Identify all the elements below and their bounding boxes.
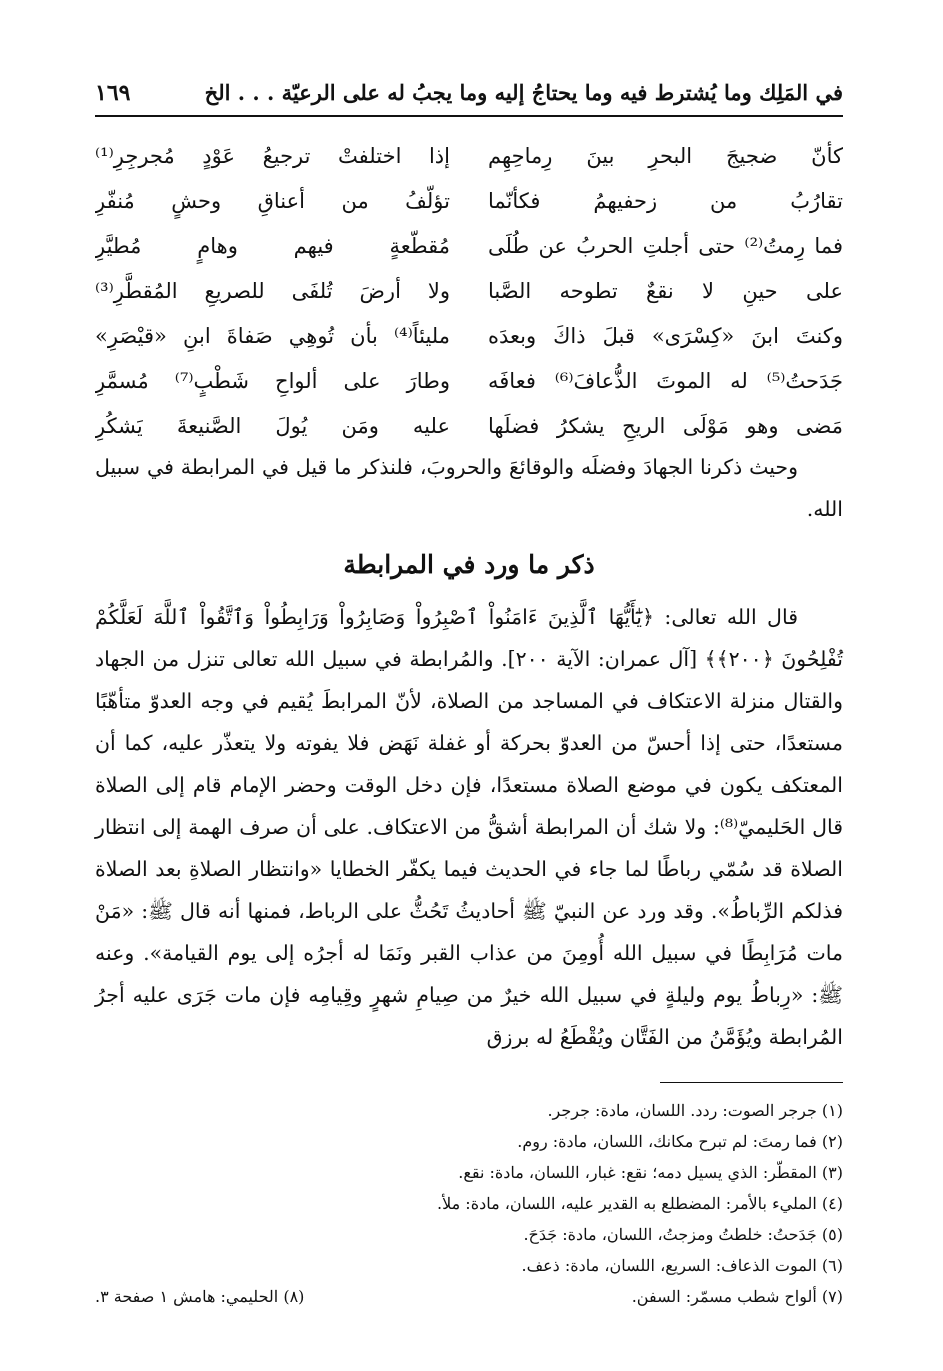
poem — [95, 135, 843, 450]
verse-second-hemistich: وطارَ على ألواحِ شَطْبٍ⁽⁷⁾ مُسمَّرِ — [95, 369, 450, 393]
verse-first-hemistich: على حينِ لا نقعٌ تطوحه الصَّبا — [488, 279, 843, 303]
footnote-4: (٤) المليء بالأمر: المضطلع به القدير عليه، اللسان، مادة: ملأ. — [437, 1194, 843, 1213]
footnote-2: (٢) فما رمتَ: لم تبرح مكانك، اللسان، مادة: روم. — [517, 1132, 843, 1151]
verse-first-hemistich: كأنّ ضجيجَ البحرِ بينَ رِماحِهِم — [488, 144, 843, 168]
verse-first-hemistich: وكنتَ ابنَ «كِسْرَى» قبلَ ذاكَ وبعدَه — [488, 324, 843, 348]
verse — [95, 315, 843, 360]
footnote-7: (٧) ألواح شطب مسمّر: السفن. — [631, 1287, 843, 1306]
section-title: ذكر ما ورد في المرابطة — [343, 550, 595, 579]
footnote-8: (٨) الحليمي: هامش ١ صفحة ٣. — [95, 1287, 305, 1306]
verse — [95, 135, 843, 180]
footnote-rule — [660, 1082, 843, 1083]
verse — [95, 180, 843, 225]
main-paragraph: قال الله تعالى: ﴿يَٰٓأَيُّهَا ٱلَّذِينَ ءَامَنُواْ ٱصْبِرُواْ وَصَابِرُواْ وَرَابِطُواْ وَٱتَّقُواْ ٱللَّهَ لَعَلَّكُمْ تُفْلِحُونَ ﴿٢٠٠﴾﴾ [آل عمران: الآية ٢٠٠]. والمُرابطة في سبيل الله تعالى تنزل من الجهاد والقتال منزلة الاعتكاف في المساجد من الصلاة، لأنّ المرابطَ يُقيم في وجه العدوّ متأهّبًا مستعدًا، حتى إذا أحسّ من العدوّ بحركة أو غفلة نَهَض فلا يفوته ولا يتعذّر عليه، كما أن المعتكف يكون في موضع الصلاة مستعدًا، فإن دخل الوقت وحضر الإمام قام إلى الصلاة قال الحَليميّ⁽⁸⁾: ولا شك أن المرابطة أشقُّ من الاعتكاف. على أن صرف الهمة إلى انتظار الصلاة قد سُمّي رباطًا لما جاء في الحديث فيما يكفّر الخطايا «وانتظار الصلاةِ بعد الصلاة فذلكم الرِّباطُ». وقد ورد عن النبيّ ﷺ أحاديثُ تَحُثُّ على الرباط، فمنها أنه قال ﷺ: «مَنْ مات مُرَابِطًا في سبيل الله أُومِنَ من عذاب القبر ونَمَا له أجرُه إلى يوم القيامة». وعنه ﷺ: «رِباطُ يوم وليلةٍ في سبيل الله خيرٌ من صِيامِ شهرٍ وقِيامِه فإن مات جَرَى عليه أجرُ المُرابطة ويُؤَمَّنُ من الفَتَّان ويُقْطَعُ له برزق — [95, 605, 844, 1049]
verse — [95, 405, 843, 450]
running-header — [95, 80, 843, 110]
verse-first-hemistich: مَضى وهو مَوْلَى الريحِ يشكرُ فضلَها — [488, 414, 843, 438]
header-title: في المَلِك وما يُشترط فيه وما يحتاجُ إليه وما يجبُ له على الرعيّة . . . الخ — [204, 80, 843, 105]
footnote-1: (١) جرجر الصوت: ردد. اللسان، مادة: جرجر. — [547, 1101, 843, 1120]
verse-first-hemistich: جَدَحتُ⁽⁵⁾ له الموتَ الذُّعافَ⁽⁶⁾ فعافَه — [488, 369, 843, 393]
verse-second-hemistich: إذا اختلفتْ ترجيعُ عَوْدٍ مُجرجِرِ⁽¹⁾ — [95, 144, 450, 168]
verse — [95, 270, 843, 315]
footnote-6: (٦) الموت الذعاف: السريع، اللسان، مادة: ذعف. — [521, 1256, 843, 1275]
footnotes — [95, 1095, 843, 1312]
verse — [95, 225, 843, 270]
verse-first-hemistich: فما رِمتُ⁽²⁾ حتى أجلتِ الحربُ عن طُلَى — [488, 234, 843, 258]
footnote-row-last — [95, 1281, 843, 1312]
header-rule — [95, 115, 843, 117]
footnote-3: (٣) المقطّر: الذي يسيل دمه؛ نقع: غبار، اللسان، مادة: نقع. — [458, 1163, 843, 1182]
verse-second-hemistich: عليه ومَن يُولَ الصَّنيعةَ يَشكُرِ — [95, 414, 450, 438]
verse-second-hemistich: مُقطّعةٍ فيهم وهامٍ مُطيَّرِ — [95, 234, 450, 258]
page-number: ١٦٩ — [95, 80, 131, 106]
intro-paragraph: وحيث ذكرنا الجهادَ وفضلَه والوقائعَ والحروبَ، فلنذكر ما قيل في المرابطة في سبيل الله. — [95, 455, 843, 521]
verse-second-hemistich: ولا أرضَ تُلفَى للصريعِ المُقطَّرِ⁽³⁾ — [95, 279, 450, 303]
verse-second-hemistich: تؤلّفُ من أعناقِ وحشٍ مُنفّرِ — [95, 189, 450, 213]
verse — [95, 360, 843, 405]
verse-second-hemistich: مليئاً⁽⁴⁾ بأن تُوهِي صَفاةَ ابنِ «قيْصَرِ» — [95, 324, 450, 348]
verse-first-hemistich: تقارُبُ من زحفيهمُ فكأنّما — [488, 189, 843, 213]
footnote-5: (٥) جَدَحتُ: خلطتُ ومزجتُ، اللسان، مادة: جَدَحَ. — [523, 1225, 843, 1244]
